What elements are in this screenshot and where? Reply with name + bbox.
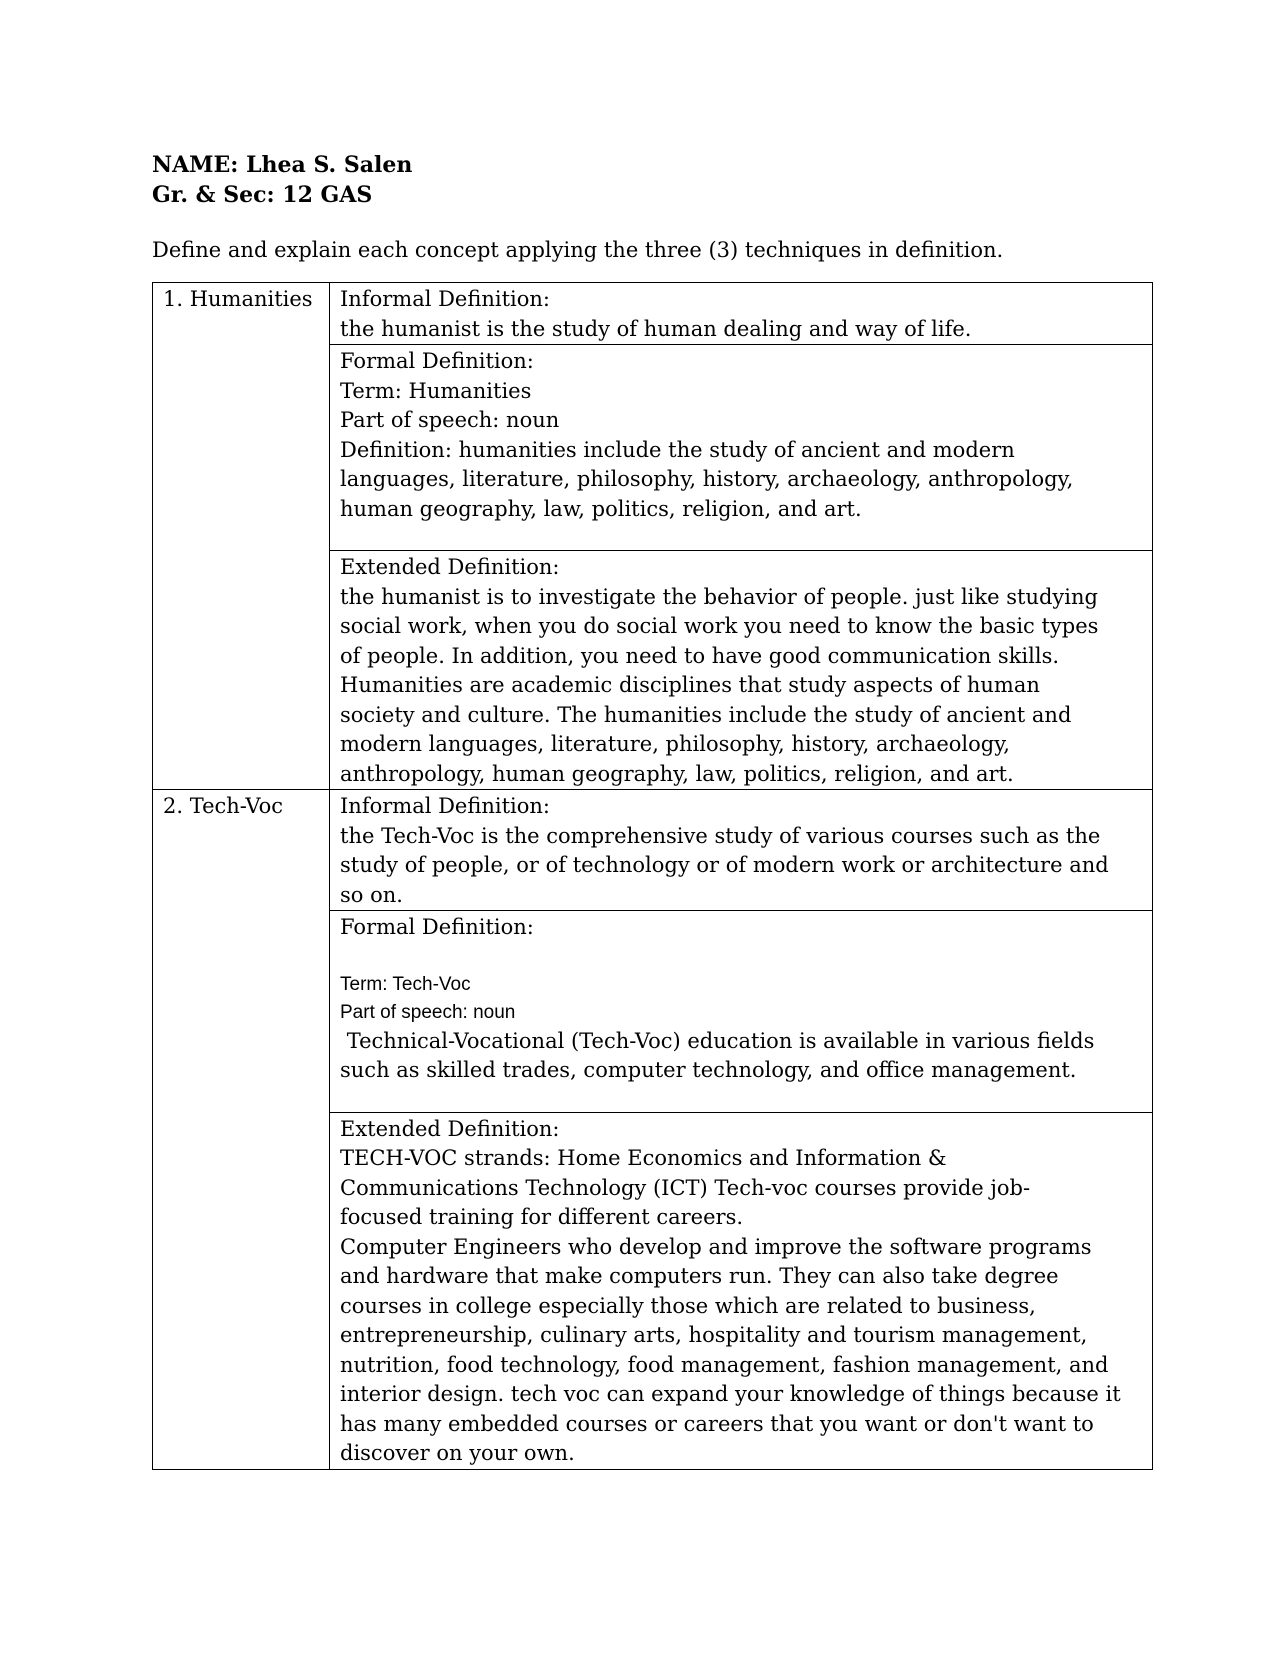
section-heading: Informal Definition: <box>340 794 551 818</box>
definition-line: Definition: humanities include the study of ancient and modern <box>340 437 1015 462</box>
formal-definition-cell <box>330 911 1153 1113</box>
definition-line: Part of speech: noun <box>340 408 560 432</box>
extended-definition-cell <box>330 1112 1153 1469</box>
concept-cell <box>153 283 330 790</box>
definition-line: Technical-Vocational (Tech-Voc) education is available in various fields <box>340 1028 1095 1053</box>
definition-line: anthropology, human geography, law, politics, religion, and art. <box>340 761 1014 786</box>
concept-label: 2. Tech-Voc <box>163 794 284 818</box>
definition-line: entrepreneurship, culinary arts, hospitality and tourism management, <box>340 1323 1088 1347</box>
informal-definition-cell <box>330 283 1153 345</box>
section-heading: Extended Definition: <box>340 555 560 579</box>
definition-line: the humanist is the study of human dealing and way of life. <box>340 316 972 341</box>
definition-line: study of people, or of technology or of modern work or architecture and <box>340 853 1109 877</box>
definition-line: society and culture. The humanities include the study of ancient and <box>340 702 1072 727</box>
table-row <box>153 790 1153 911</box>
definition-line: Humanities are academic disciplines that study aspects of human <box>340 673 1040 697</box>
concept-cell <box>153 790 330 1470</box>
definition-line: discover on your own. <box>340 1441 575 1465</box>
grade-section: Gr. & Sec: 12 GAS <box>152 182 373 208</box>
definition-line: social work, when you do social work you need to know the basic types <box>340 614 1099 638</box>
extended-definition-cell <box>330 551 1153 790</box>
section-heading: Extended Definition: <box>340 1116 560 1141</box>
concept-label: 1. Humanities <box>163 287 313 311</box>
section-heading: Formal Definition: <box>340 915 534 939</box>
definition-line: and hardware that make computers run. They can also take degree <box>340 1264 1059 1288</box>
definition-line: focused training for different careers. <box>340 1205 744 1229</box>
term-line: Term: Tech-Voc <box>340 973 471 995</box>
table-row <box>153 283 1153 345</box>
informal-definition-cell <box>330 790 1153 911</box>
definition-line: Term: Humanities <box>340 378 532 403</box>
definition-line: of people. In addition, you need to have good communication skills. <box>340 643 1060 668</box>
definition-line: so on. <box>340 882 403 907</box>
student-name: NAME: Lhea S. Salen <box>152 152 413 178</box>
definition-line: the Tech-Voc is the comprehensive study of various courses such as the <box>340 823 1101 848</box>
definition-line: has many embedded courses or careers that you want or don't want to <box>340 1411 1094 1436</box>
definition-line: human geography, law, politics, religion, and art. <box>340 496 862 521</box>
part-of-speech-line: Part of speech: noun <box>340 1001 516 1023</box>
definition-line: languages, literature, philosophy, history, archaeology, anthropology, <box>340 467 1074 491</box>
definition-line: the humanist is to investigate the behavior of people. just like studying <box>340 584 1098 609</box>
formal-definition-cell <box>330 345 1153 551</box>
instruction-text: Define and explain each concept applying the three (3) techniques in definition. <box>152 238 1004 262</box>
definition-line: interior design. tech voc can expand your knowledge of things because it <box>340 1382 1121 1406</box>
definition-line: modern languages, literature, philosophy, history, archaeology, <box>340 732 1010 756</box>
blank-space <box>340 524 1146 550</box>
section-heading: Informal Definition: <box>340 287 551 311</box>
section-heading: Formal Definition: <box>340 349 534 373</box>
blank-space <box>340 943 1146 971</box>
definition-line: courses in college especially those which are related to business, <box>340 1293 1036 1318</box>
definition-line: nutrition, food technology, food management, fashion management, and <box>340 1352 1109 1377</box>
definition-line: Communications Technology (ICT) Tech-voc courses provide job- <box>340 1175 1031 1200</box>
definition-line: Computer Engineers who develop and improve the software programs <box>340 1234 1092 1259</box>
blank-space <box>340 1086 1146 1112</box>
definitions-table <box>152 282 1153 1470</box>
document-page <box>152 150 1142 1470</box>
definition-line: TECH-VOC strands: Home Economics and Information & <box>340 1146 947 1170</box>
definition-line: such as skilled trades, computer technology, and office management. <box>340 1058 1077 1082</box>
